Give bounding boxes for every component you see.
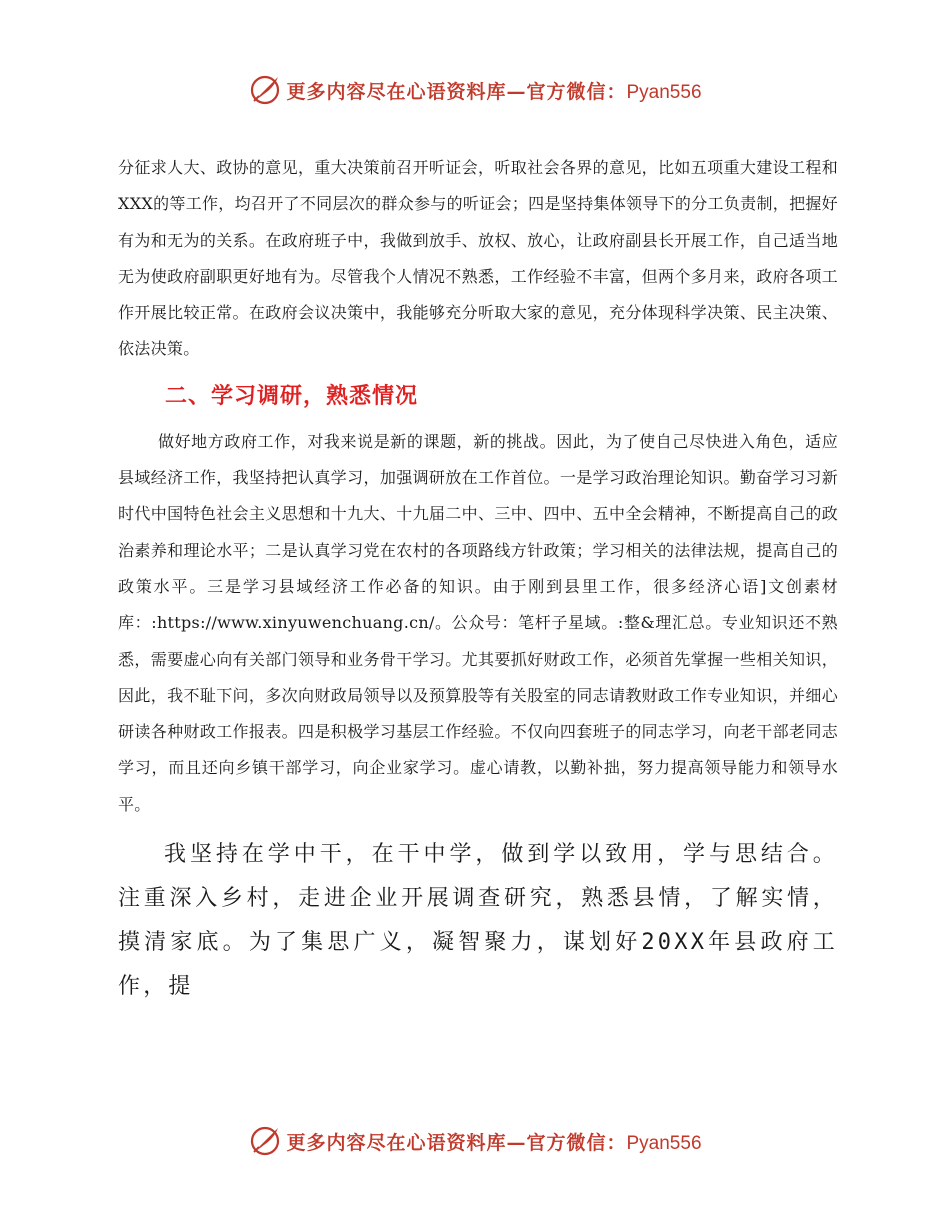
footer-banner [0, 1121, 950, 1161]
banner-text-cn: 更多内容尽在心语资料库—官方微信： [286, 1131, 627, 1154]
document-body [118, 150, 838, 1009]
banner-wechat-id: Pyan556 [626, 1132, 702, 1154]
header-banner [0, 70, 950, 110]
banner-text-cn: 更多内容尽在心语资料库—官方微信： [286, 80, 627, 103]
paragraph-research: 我坚持在学中干，在干中学，做到学以致用，学与思结合。注重深入乡村，走进企业开展调查研究，熟悉县情，了解实情，摸清家底。为了集思广义，凝智聚力，谋划好20XX年县政府工作，提 [118, 842, 838, 1000]
paragraph-study: 做好地方政府工作，对我来说是新的课题，新的挑战。因此，为了使自己尽快进入角色，适应县域经济工作，我坚持把认真学习，加强调研放在工作首位。一是学习政治理论知识。勤奋学习习新时代中国特色社会主义思想和十九大、十九届二中、三中、四中、五中全会精神，不断提高自己的政治素养和理论水平；二是认真学习党在农村的各项路线方针政策；学习相关的法律法规，提高自己的政策水平。三是学习县域经济工作必备的知识。由于刚到县里工作，很多经济心语]文创素材库：:https://www.xinyuwenchuang.cn/。公众号：笔杆子星域。:整&理汇总。专业知识还不熟悉，需要虚心向有关部门领导和业务骨干学习。尤其要抓好财政工作，必须首先掌握一些相关知识，因此，我不耻下问，多次向财政局领导以及预算股等有关股室的同志请教财政工作专业知识，并细心研读各种财政工作报表。四是积极学习基层工作经验。不仅向四套班子的同志学习，向老干部老同志学习，而且还向乡镇干部学习，向企业家学习。虚心请教，以勤补拙，努力提高领导能力和领导水平。 [118, 431, 838, 814]
banner-text [286, 77, 701, 104]
banner-wechat-id: Pyan556 [626, 81, 702, 103]
banner-text [286, 1128, 701, 1155]
quill-logo-icon [248, 73, 282, 107]
quill-logo-icon [248, 1124, 282, 1158]
section-heading-study-research: 二、学习调研，熟悉情况 [165, 383, 419, 409]
paragraph-decision-making: 分征求人大、政协的意见，重大决策前召开听证会，听取社会各界的意见，比如五项重大建设工程和XXX的等工作，均召开了不同层次的群众参与的听证会；四是坚持集体领导下的分工负责制，把握好有为和无为的关系。在政府班子中，我做到放手、放权、放心，让政府副县长开展工作，自己适当地无为使政府副职更好地有为。尽管我个人情况不熟悉，工作经验不丰富，但两个多月来，政府各项工作开展比较正常。在政府会议决策中，我能够充分听取大家的意见，充分体现科学决策、民主决策、依法决策。 [118, 158, 838, 359]
